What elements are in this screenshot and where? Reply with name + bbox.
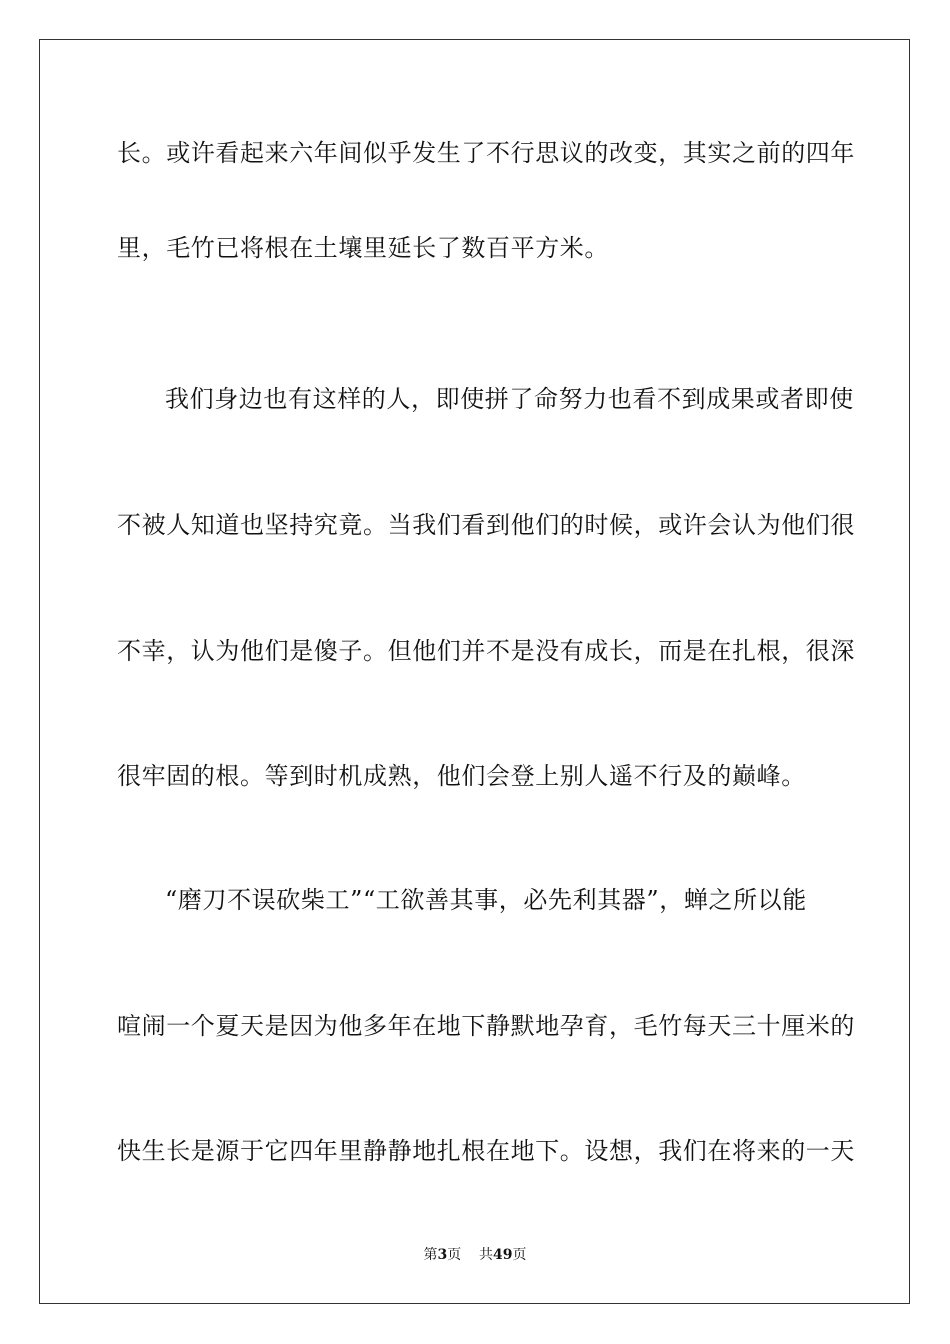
total-suffix: 页 [512,1247,527,1263]
text-line-9: 快生长是源于它四年里静静地扎根在地下。设想，我们在将来的一天 [117,1137,855,1165]
text-line-3: 我们身边也有这样的人，即使拼了命努力也看不到成果或者即使 [165,385,854,413]
page-suffix: 页 [447,1247,462,1263]
page-footer [0,1246,950,1264]
text-line-4: 不被人知道也坚持究竟。当我们看到他们的时候，或许会认为他们很 [117,511,855,539]
current-page-number: 3 [437,1247,448,1263]
total-prefix: 共 [479,1247,494,1263]
text-line-2: 里，毛竹已将根在土壤里延长了数百平方米。 [117,234,609,262]
text-line-1: 长。或许看起来六年间似乎发生了不行思议的改变，其实之前的四年 [117,139,855,167]
page-prefix: 第 [423,1247,438,1263]
text-line-8: 喧闹一个夏天是因为他多年在地下静默地孕育，毛竹每天三十厘米的 [117,1012,855,1040]
text-line-6: 很牢固的根。等到时机成熟，他们会登上别人遥不行及的巅峰。 [117,762,806,790]
total-page-number: 49 [493,1247,513,1263]
text-line-7: “磨刀不误砍柴工”“工欲善其事，必先利其器”，蝉之所以能 [165,886,807,914]
text-line-5: 不幸，认为他们是傻子。但他们并不是没有成长，而是在扎根，很深 [117,637,855,665]
page-border [39,39,910,1304]
